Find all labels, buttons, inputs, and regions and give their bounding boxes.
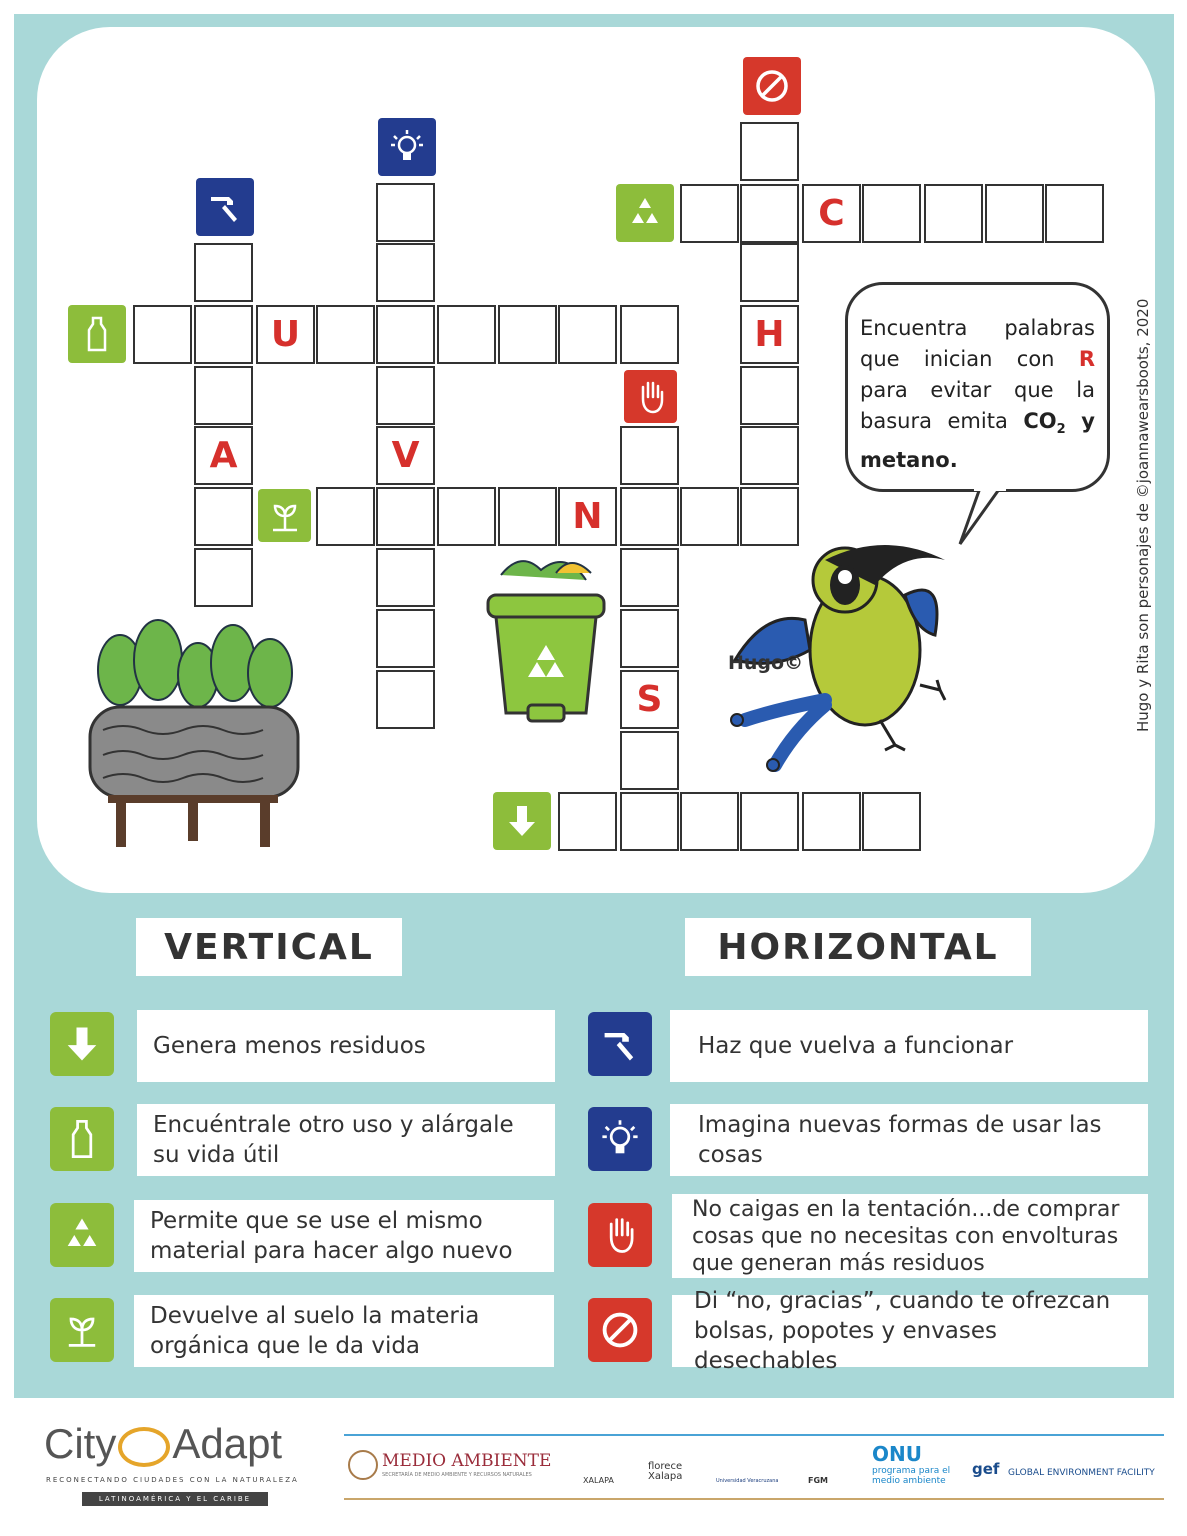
medio-ambiente-sub: SECRETARÍA DE MEDIO AMBIENTE Y RECURSOS NATURALES <box>382 1472 532 1478</box>
grid-cell[interactable] <box>740 426 799 485</box>
vertical-clue-1-text: Genera menos residuos <box>153 1033 426 1059</box>
grid-cell[interactable] <box>1045 184 1104 243</box>
grid-cell[interactable] <box>620 548 679 607</box>
speech-line-2: para evitar que la basura emita <box>860 378 1095 433</box>
speech-y: y <box>1081 409 1095 433</box>
medio-ambiente-logo: MEDIO AMBIENTE <box>382 1451 552 1471</box>
speech-co2: CO <box>1023 409 1057 433</box>
horizontal-header: HORIZONTAL <box>685 918 1031 976</box>
uv-logo: Universidad Veracruzana <box>716 1478 779 1484</box>
recycle-icon <box>616 184 674 242</box>
grid-cell[interactable] <box>133 305 192 364</box>
grid-cell[interactable] <box>740 184 799 243</box>
grid-cell[interactable] <box>862 792 921 851</box>
onu-logo: ONU <box>872 1442 922 1466</box>
vertical-clue-2 <box>137 1104 555 1176</box>
grid-cell[interactable] <box>376 487 435 546</box>
speech-line-1: Encuentra palabras que inician con <box>860 316 1095 371</box>
speech-bubble <box>845 282 1110 492</box>
speech-metano: metano. <box>860 448 958 473</box>
fgm-logo: FGM <box>808 1476 828 1485</box>
arrow-down-icon <box>50 1012 114 1076</box>
sprout-icon <box>50 1298 114 1362</box>
gef-logo: gef <box>972 1460 1000 1478</box>
hand-stop-icon <box>624 370 677 423</box>
speech-sub-2: 2 <box>1056 422 1066 438</box>
vertical-clue-3-text: Permite que se use el mismo material para hacer algo nuevo <box>150 1208 513 1264</box>
planter-illustration <box>88 615 303 850</box>
lightbulb-icon <box>378 118 436 176</box>
horizontal-clue-2-text: Imagina nuevas formas de usar las cosas <box>698 1112 1102 1168</box>
gef-sub: GLOBAL ENVIRONMENT FACILITY <box>1008 1468 1155 1478</box>
grid-cell[interactable] <box>740 366 799 425</box>
grid-cell[interactable] <box>498 305 557 364</box>
horizontal-clue-1 <box>670 1010 1148 1082</box>
bottle-icon <box>68 305 126 363</box>
horizontal-clue-2 <box>670 1104 1148 1176</box>
grid-cell[interactable] <box>558 792 617 851</box>
grid-cell[interactable] <box>194 548 253 607</box>
grid-cell-letter-h[interactable]: H <box>740 305 799 364</box>
grid-cell[interactable] <box>194 305 253 364</box>
no-sign-icon <box>588 1298 652 1362</box>
grid-cell[interactable] <box>620 609 679 668</box>
grid-cell[interactable] <box>316 487 375 546</box>
horizontal-clue-4-text: Di “no, gracias”, cuando te ofrezcan bolsas, popotes y envases desechables <box>694 1288 1111 1374</box>
grid-cell[interactable] <box>620 305 679 364</box>
vertical-clue-3 <box>134 1200 554 1272</box>
grid-cell-letter-a[interactable]: A <box>194 426 253 485</box>
grid-cell[interactable] <box>620 487 679 546</box>
vertical-clue-2-text: Encuéntrale otro uso y alárgale su vida útil <box>153 1112 514 1168</box>
grid-cell-letter-c[interactable]: C <box>802 184 861 243</box>
cityadapt-region: LATINOAMÉRICA Y EL CARIBE <box>82 1492 268 1506</box>
grid-cell[interactable] <box>194 366 253 425</box>
grid-cell[interactable] <box>558 305 617 364</box>
hammer-icon <box>588 1012 652 1076</box>
grid-cell[interactable] <box>498 487 557 546</box>
grid-cell[interactable] <box>376 243 435 302</box>
compost-bin-illustration <box>486 555 606 725</box>
xalapa-logo: XALAPA <box>583 1476 614 1485</box>
grid-cell-letter-v[interactable]: V <box>376 426 435 485</box>
semarnat-emblem-icon <box>348 1450 378 1480</box>
grid-cell[interactable] <box>194 243 253 302</box>
grid-cell[interactable] <box>740 243 799 302</box>
grid-cell[interactable] <box>437 305 496 364</box>
horizontal-clue-4 <box>672 1288 1148 1374</box>
grid-cell[interactable] <box>316 305 375 364</box>
grid-cell[interactable] <box>376 548 435 607</box>
vertical-clue-1 <box>137 1010 555 1082</box>
grid-cell[interactable] <box>740 122 799 181</box>
grid-cell[interactable] <box>620 731 679 790</box>
cityadapt-city: City <box>44 1420 117 1467</box>
vertical-header: VERTICAL <box>136 918 402 976</box>
arrow-down-icon <box>493 792 551 850</box>
hand-stop-icon <box>588 1203 652 1267</box>
grid-cell[interactable] <box>376 366 435 425</box>
grid-cell[interactable] <box>194 487 253 546</box>
character-name: Hugo© <box>728 652 804 674</box>
sprout-icon <box>258 489 311 542</box>
vertical-clue-4 <box>134 1295 554 1367</box>
grid-cell[interactable] <box>680 184 739 243</box>
horizontal-clue-3 <box>672 1194 1148 1278</box>
grid-cell[interactable] <box>376 670 435 729</box>
horizontal-clue-3-text: No caigas en la tentación...de comprar cosas que no necesitas con envolturas que generan más residuos <box>692 1196 1120 1276</box>
lightbulb-icon <box>588 1107 652 1171</box>
grid-cell[interactable] <box>376 609 435 668</box>
cityadapt-logo <box>44 1420 282 1468</box>
grid-cell[interactable] <box>802 792 861 851</box>
cityadapt-tagline: RECONECTANDO CIUDADES CON LA NATURALEZA <box>46 1476 299 1484</box>
onu-sub: programa para el medio ambiente <box>872 1466 951 1486</box>
grid-cell[interactable] <box>376 305 435 364</box>
vertical-clue-4-text: Devuelve al suelo la materia orgánica que le da vida <box>150 1303 480 1359</box>
speech-r-letter: R <box>1078 347 1095 371</box>
grid-cell[interactable] <box>620 792 679 851</box>
grid-cell[interactable] <box>740 792 799 851</box>
recycle-icon <box>50 1203 114 1267</box>
cityadapt-emblem-icon <box>118 1427 170 1467</box>
hammer-icon <box>196 178 254 236</box>
grid-cell-letter-s[interactable]: S <box>620 670 679 729</box>
bottle-icon <box>50 1107 114 1171</box>
cityadapt-adapt: Adapt <box>172 1420 283 1467</box>
grid-cell[interactable] <box>862 184 921 243</box>
footer <box>0 1400 1187 1536</box>
grid-cell[interactable] <box>680 792 739 851</box>
speech-bubble-tail <box>950 488 1010 548</box>
grid-cell[interactable] <box>924 184 983 243</box>
grid-cell[interactable] <box>985 184 1044 243</box>
hugo-parrot-illustration <box>725 525 955 775</box>
florece-xalapa-logo: florece Xalapa <box>648 1461 683 1482</box>
grid-cell[interactable] <box>376 183 435 242</box>
no-sign-icon <box>743 57 801 115</box>
grid-cell-letter-n[interactable]: N <box>558 487 617 546</box>
credit-text: Hugo y Rita son personajes de ©joannawearsboots, 2020 <box>1134 298 1152 732</box>
grid-cell[interactable] <box>437 487 496 546</box>
grid-cell-letter-u[interactable]: U <box>256 305 315 364</box>
horizontal-clue-1-text: Haz que vuelva a funcionar <box>698 1033 1014 1059</box>
grid-cell[interactable] <box>620 426 679 485</box>
